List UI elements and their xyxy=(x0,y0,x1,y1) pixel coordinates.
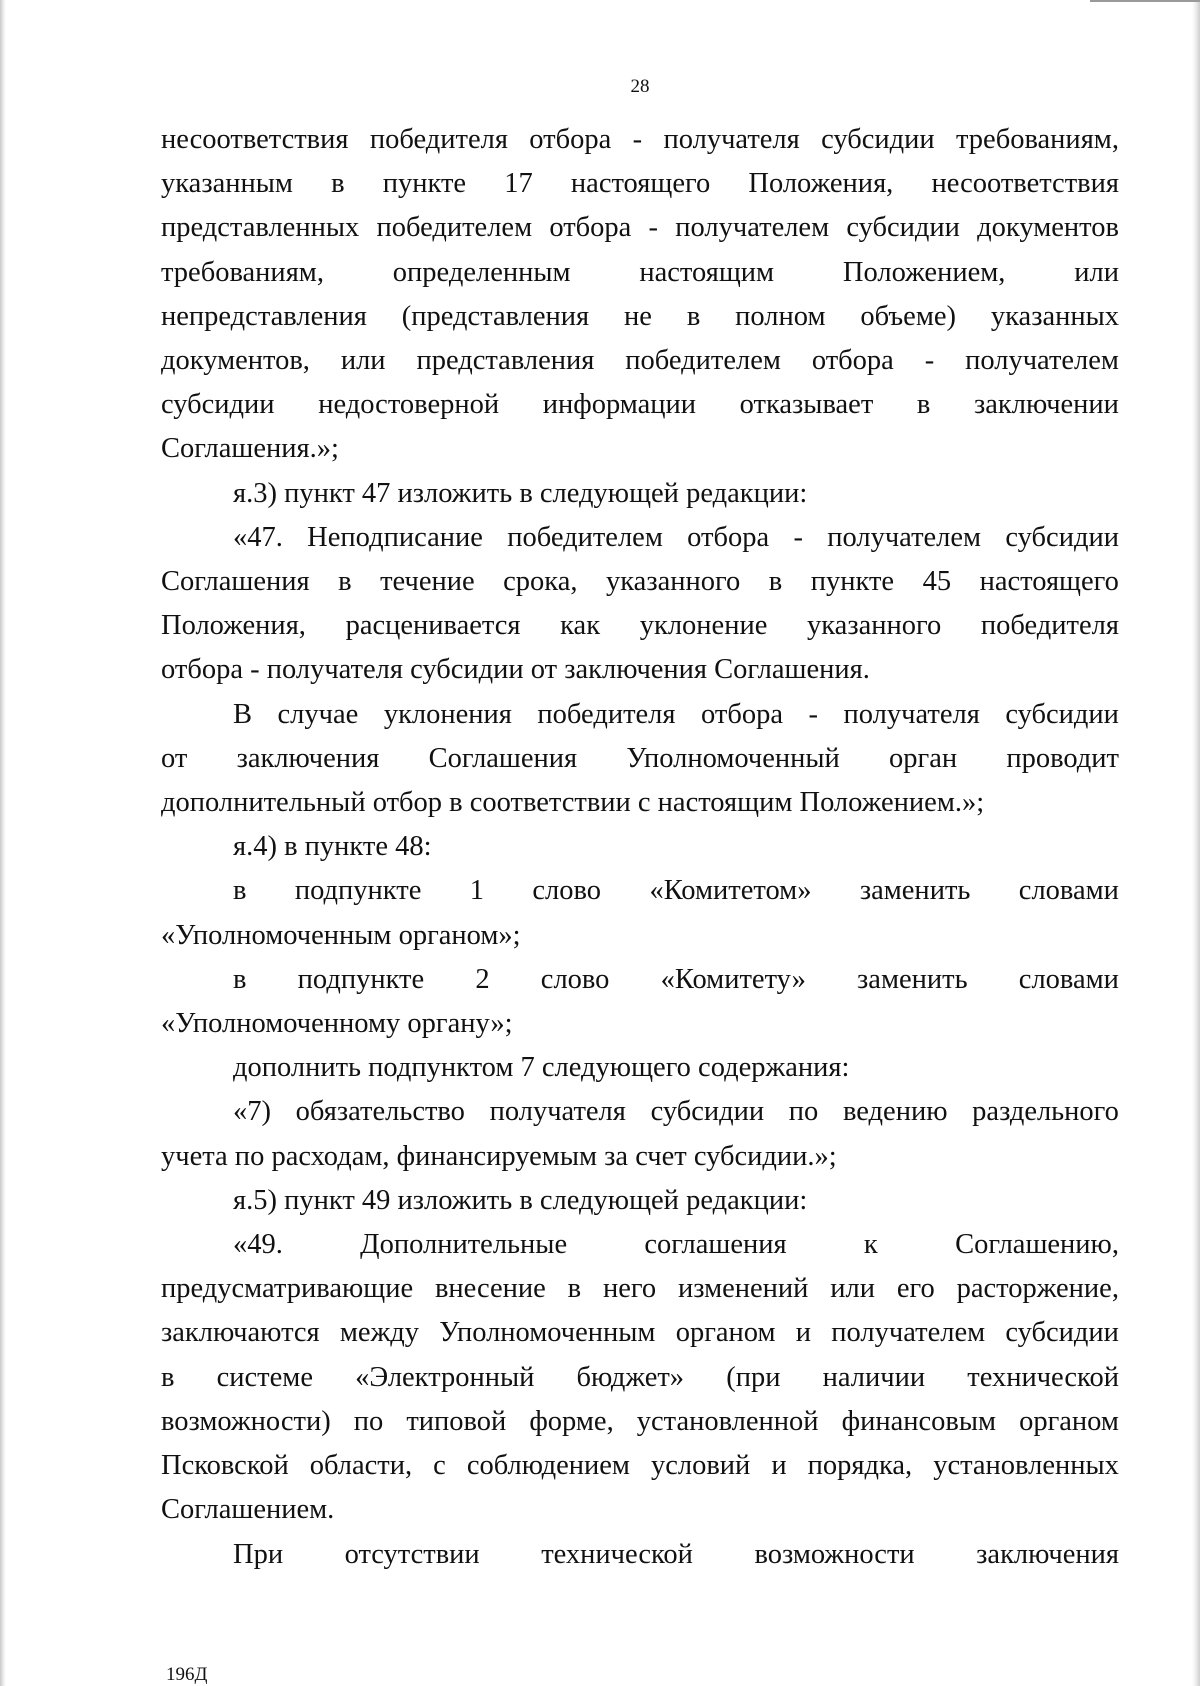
word: пункте xyxy=(382,168,467,200)
text-line: Соглашением. xyxy=(161,1494,335,1526)
text-line: учета по расходам, финансируемым за счет субсидии.»; xyxy=(161,1140,837,1172)
word: подпункте xyxy=(294,875,422,907)
text-line xyxy=(161,560,1119,604)
text-line xyxy=(161,251,1119,295)
text-line: Соглашения.»; xyxy=(161,433,339,465)
word: Дополнительные xyxy=(360,1229,568,1261)
word: победителя xyxy=(980,610,1119,642)
word: указанных xyxy=(990,300,1119,332)
text-line: «Уполномоченным органом»; xyxy=(161,919,521,951)
text-line xyxy=(161,869,1119,913)
text-line xyxy=(161,1223,1119,1267)
word: соглашения xyxy=(644,1229,787,1261)
word: Положения, xyxy=(161,610,306,642)
word: установленных xyxy=(933,1450,1119,1482)
word: получателем xyxy=(831,1317,986,1349)
word: - xyxy=(924,345,935,377)
word: Соглашения xyxy=(428,742,578,774)
word: субсидии xyxy=(650,1096,765,1128)
word: Уполномоченным xyxy=(439,1317,656,1349)
text-line: я.4) в пункте 48: xyxy=(233,831,432,863)
word: возможности) xyxy=(161,1405,331,1437)
word: - xyxy=(632,124,643,155)
word: Положения, xyxy=(748,168,894,200)
word: требованиям, xyxy=(956,124,1119,155)
word: между xyxy=(339,1317,420,1349)
word: указанным xyxy=(161,168,293,200)
word: «Электронный xyxy=(355,1361,535,1393)
word: документов xyxy=(977,212,1119,244)
word: уклонение xyxy=(639,610,768,642)
word: субсидии xyxy=(1005,698,1119,730)
word: отбора xyxy=(529,124,612,155)
word: или xyxy=(1074,256,1119,288)
word: В xyxy=(233,698,253,730)
word: «49. xyxy=(233,1229,283,1261)
word: - xyxy=(648,212,659,244)
word: Псковской xyxy=(161,1450,289,1482)
word: получателем xyxy=(675,212,830,244)
word: обязательство xyxy=(295,1096,465,1128)
word: него xyxy=(602,1273,657,1305)
word: словами xyxy=(1018,875,1119,907)
page-number: 28 xyxy=(630,76,650,97)
word: несоответствия xyxy=(161,124,349,155)
word: по xyxy=(353,1405,384,1437)
word: его xyxy=(896,1273,935,1305)
word: от xyxy=(161,742,188,774)
word: с xyxy=(433,1450,446,1482)
word: уклонения xyxy=(383,698,512,730)
word: слово xyxy=(540,963,610,995)
word: непредставления xyxy=(161,300,367,332)
word: представления xyxy=(416,345,595,377)
word: и xyxy=(771,1450,787,1482)
word: типовой xyxy=(406,1405,507,1437)
word: органом xyxy=(1019,1405,1119,1437)
word: заменить xyxy=(859,875,971,907)
text-line xyxy=(161,383,1119,427)
word: (представления xyxy=(401,300,590,332)
text-line xyxy=(161,1267,1119,1311)
word: отсутствии xyxy=(344,1538,480,1570)
word: подпункте xyxy=(297,963,425,995)
word: «7) xyxy=(233,1096,271,1128)
word: - xyxy=(808,698,819,730)
word: отбора xyxy=(549,212,632,244)
word: получателем xyxy=(965,345,1119,377)
word: документов, xyxy=(161,345,310,377)
word: 2 xyxy=(475,963,490,995)
word: в xyxy=(161,1361,175,1393)
word: форме, xyxy=(529,1405,614,1437)
word: субсидии xyxy=(1005,1317,1119,1349)
word: внесение xyxy=(434,1273,546,1305)
word: случае xyxy=(277,698,359,730)
word: в xyxy=(338,566,352,598)
word: отбора xyxy=(701,698,784,730)
word: в xyxy=(686,300,701,332)
word: Положением, xyxy=(842,256,1006,288)
word: области, xyxy=(309,1450,413,1482)
scan-top-line xyxy=(1090,0,1200,2)
word: «Комитету» xyxy=(660,963,806,995)
text-line: дополнительный отбор в соответствии с настоящим Положением.»; xyxy=(161,787,985,819)
word: технической xyxy=(541,1538,693,1570)
word: представленных xyxy=(161,212,360,244)
word: Неподписание xyxy=(307,521,483,553)
word: предусматривающие xyxy=(161,1273,414,1305)
text-line: я.5) пункт 49 изложить в следующей редакции: xyxy=(233,1184,808,1216)
text-line xyxy=(161,737,1119,781)
word: При xyxy=(233,1538,284,1570)
word: в xyxy=(768,566,783,598)
word: 17 xyxy=(504,168,533,200)
text-line xyxy=(161,1400,1119,1444)
word: течение xyxy=(380,566,475,598)
word: «47. xyxy=(233,521,283,553)
word: в xyxy=(916,389,931,421)
word: отбора xyxy=(687,521,770,553)
word: настоящим xyxy=(639,256,775,288)
word: субсидии xyxy=(161,389,275,421)
word: Соглашения xyxy=(161,566,310,598)
word: Уполномоченный xyxy=(626,742,840,774)
text-line: отбора - получателя субсидии от заключения Соглашения. xyxy=(161,654,870,686)
word: в xyxy=(233,963,247,995)
text-line xyxy=(161,1090,1119,1134)
word: победителем xyxy=(625,345,781,377)
word: получателя xyxy=(663,124,800,155)
word: указанного xyxy=(807,610,942,642)
word: указанного xyxy=(606,566,741,598)
word: недостоверной xyxy=(318,389,500,421)
word: заменить xyxy=(857,963,968,995)
word: бюджет» xyxy=(576,1361,685,1393)
word: субсидии xyxy=(846,212,960,244)
word: или xyxy=(830,1273,875,1305)
text-line xyxy=(161,1533,1119,1577)
text-line xyxy=(161,958,1119,1002)
word: определенным xyxy=(392,256,571,288)
word: субсидии xyxy=(1005,521,1119,553)
text-line xyxy=(161,162,1119,206)
word: победителя xyxy=(537,698,676,730)
word: информации xyxy=(542,389,697,421)
text-line xyxy=(161,604,1119,648)
word: как xyxy=(560,610,601,642)
word: расценивается xyxy=(345,610,521,642)
word: и xyxy=(795,1317,812,1349)
word: слово xyxy=(532,875,602,907)
word: условий xyxy=(650,1450,751,1482)
word: 1 xyxy=(469,875,485,907)
word: получателя xyxy=(843,698,980,730)
word: порядка, xyxy=(807,1450,913,1482)
word: органом xyxy=(675,1317,776,1349)
text-line xyxy=(161,1444,1119,1488)
word: в xyxy=(567,1273,582,1305)
document-code: 196Д xyxy=(166,1664,208,1685)
word: заключения xyxy=(976,1538,1119,1570)
word: Соглашению, xyxy=(955,1229,1119,1261)
word: 45 xyxy=(922,566,952,598)
word: заключении xyxy=(974,389,1119,421)
word: соблюдением xyxy=(466,1450,630,1482)
word: «Комитетом» xyxy=(649,875,812,907)
word: победителем xyxy=(376,212,533,244)
word: установленной xyxy=(636,1405,819,1437)
word: словами xyxy=(1018,963,1119,995)
word: настоящего xyxy=(570,168,711,200)
word: возможности xyxy=(754,1538,915,1570)
word: пункте xyxy=(810,566,895,598)
text-line: я.3) пункт 47 изложить в следующей редакции: xyxy=(233,477,808,509)
text-line xyxy=(161,206,1119,250)
document-body xyxy=(161,118,1119,1577)
word: проводит xyxy=(1006,742,1119,774)
word: изменений xyxy=(677,1273,809,1305)
scan-edge-left xyxy=(0,0,6,1686)
text-line: «Уполномоченному органу»; xyxy=(161,1008,513,1040)
word: заключения xyxy=(236,742,380,774)
word: настоящего xyxy=(979,566,1119,598)
word: получателем xyxy=(827,521,982,553)
word: технической xyxy=(967,1361,1119,1393)
word: не xyxy=(624,300,652,332)
word: несоответствия xyxy=(931,168,1119,200)
word: требованиям, xyxy=(161,256,324,288)
text-line xyxy=(161,295,1119,339)
word: финансовым xyxy=(841,1405,997,1437)
word: по xyxy=(788,1096,819,1128)
word: отказывает xyxy=(739,389,874,421)
word: к xyxy=(863,1229,878,1261)
text-line xyxy=(161,1311,1119,1355)
word: в xyxy=(233,875,247,907)
word: заключаются xyxy=(161,1317,320,1349)
word: получателя xyxy=(489,1096,626,1128)
word: ведению xyxy=(842,1096,948,1128)
word: победителя xyxy=(369,124,508,155)
text-line xyxy=(161,118,1119,162)
word: расторжение, xyxy=(956,1273,1119,1305)
word: - xyxy=(793,521,803,553)
word: в xyxy=(331,168,345,200)
word: (при xyxy=(726,1361,781,1393)
word: полном xyxy=(735,300,826,332)
word: победителем xyxy=(507,521,663,553)
text-line xyxy=(161,1356,1119,1400)
text-line xyxy=(161,339,1119,383)
text-line xyxy=(161,516,1119,560)
word: или xyxy=(340,345,386,377)
word: срока, xyxy=(503,566,578,598)
word: отбора xyxy=(811,345,894,377)
word: наличии xyxy=(822,1361,926,1393)
word: орган xyxy=(889,742,958,774)
word: объеме) xyxy=(860,300,956,332)
word: раздельного xyxy=(972,1096,1119,1128)
text-line: дополнить подпунктом 7 следующего содержания: xyxy=(233,1052,850,1084)
text-line xyxy=(161,693,1119,737)
scan-edge-right xyxy=(1192,0,1200,1686)
word: субсидии xyxy=(821,124,935,155)
word: системе xyxy=(216,1361,313,1393)
